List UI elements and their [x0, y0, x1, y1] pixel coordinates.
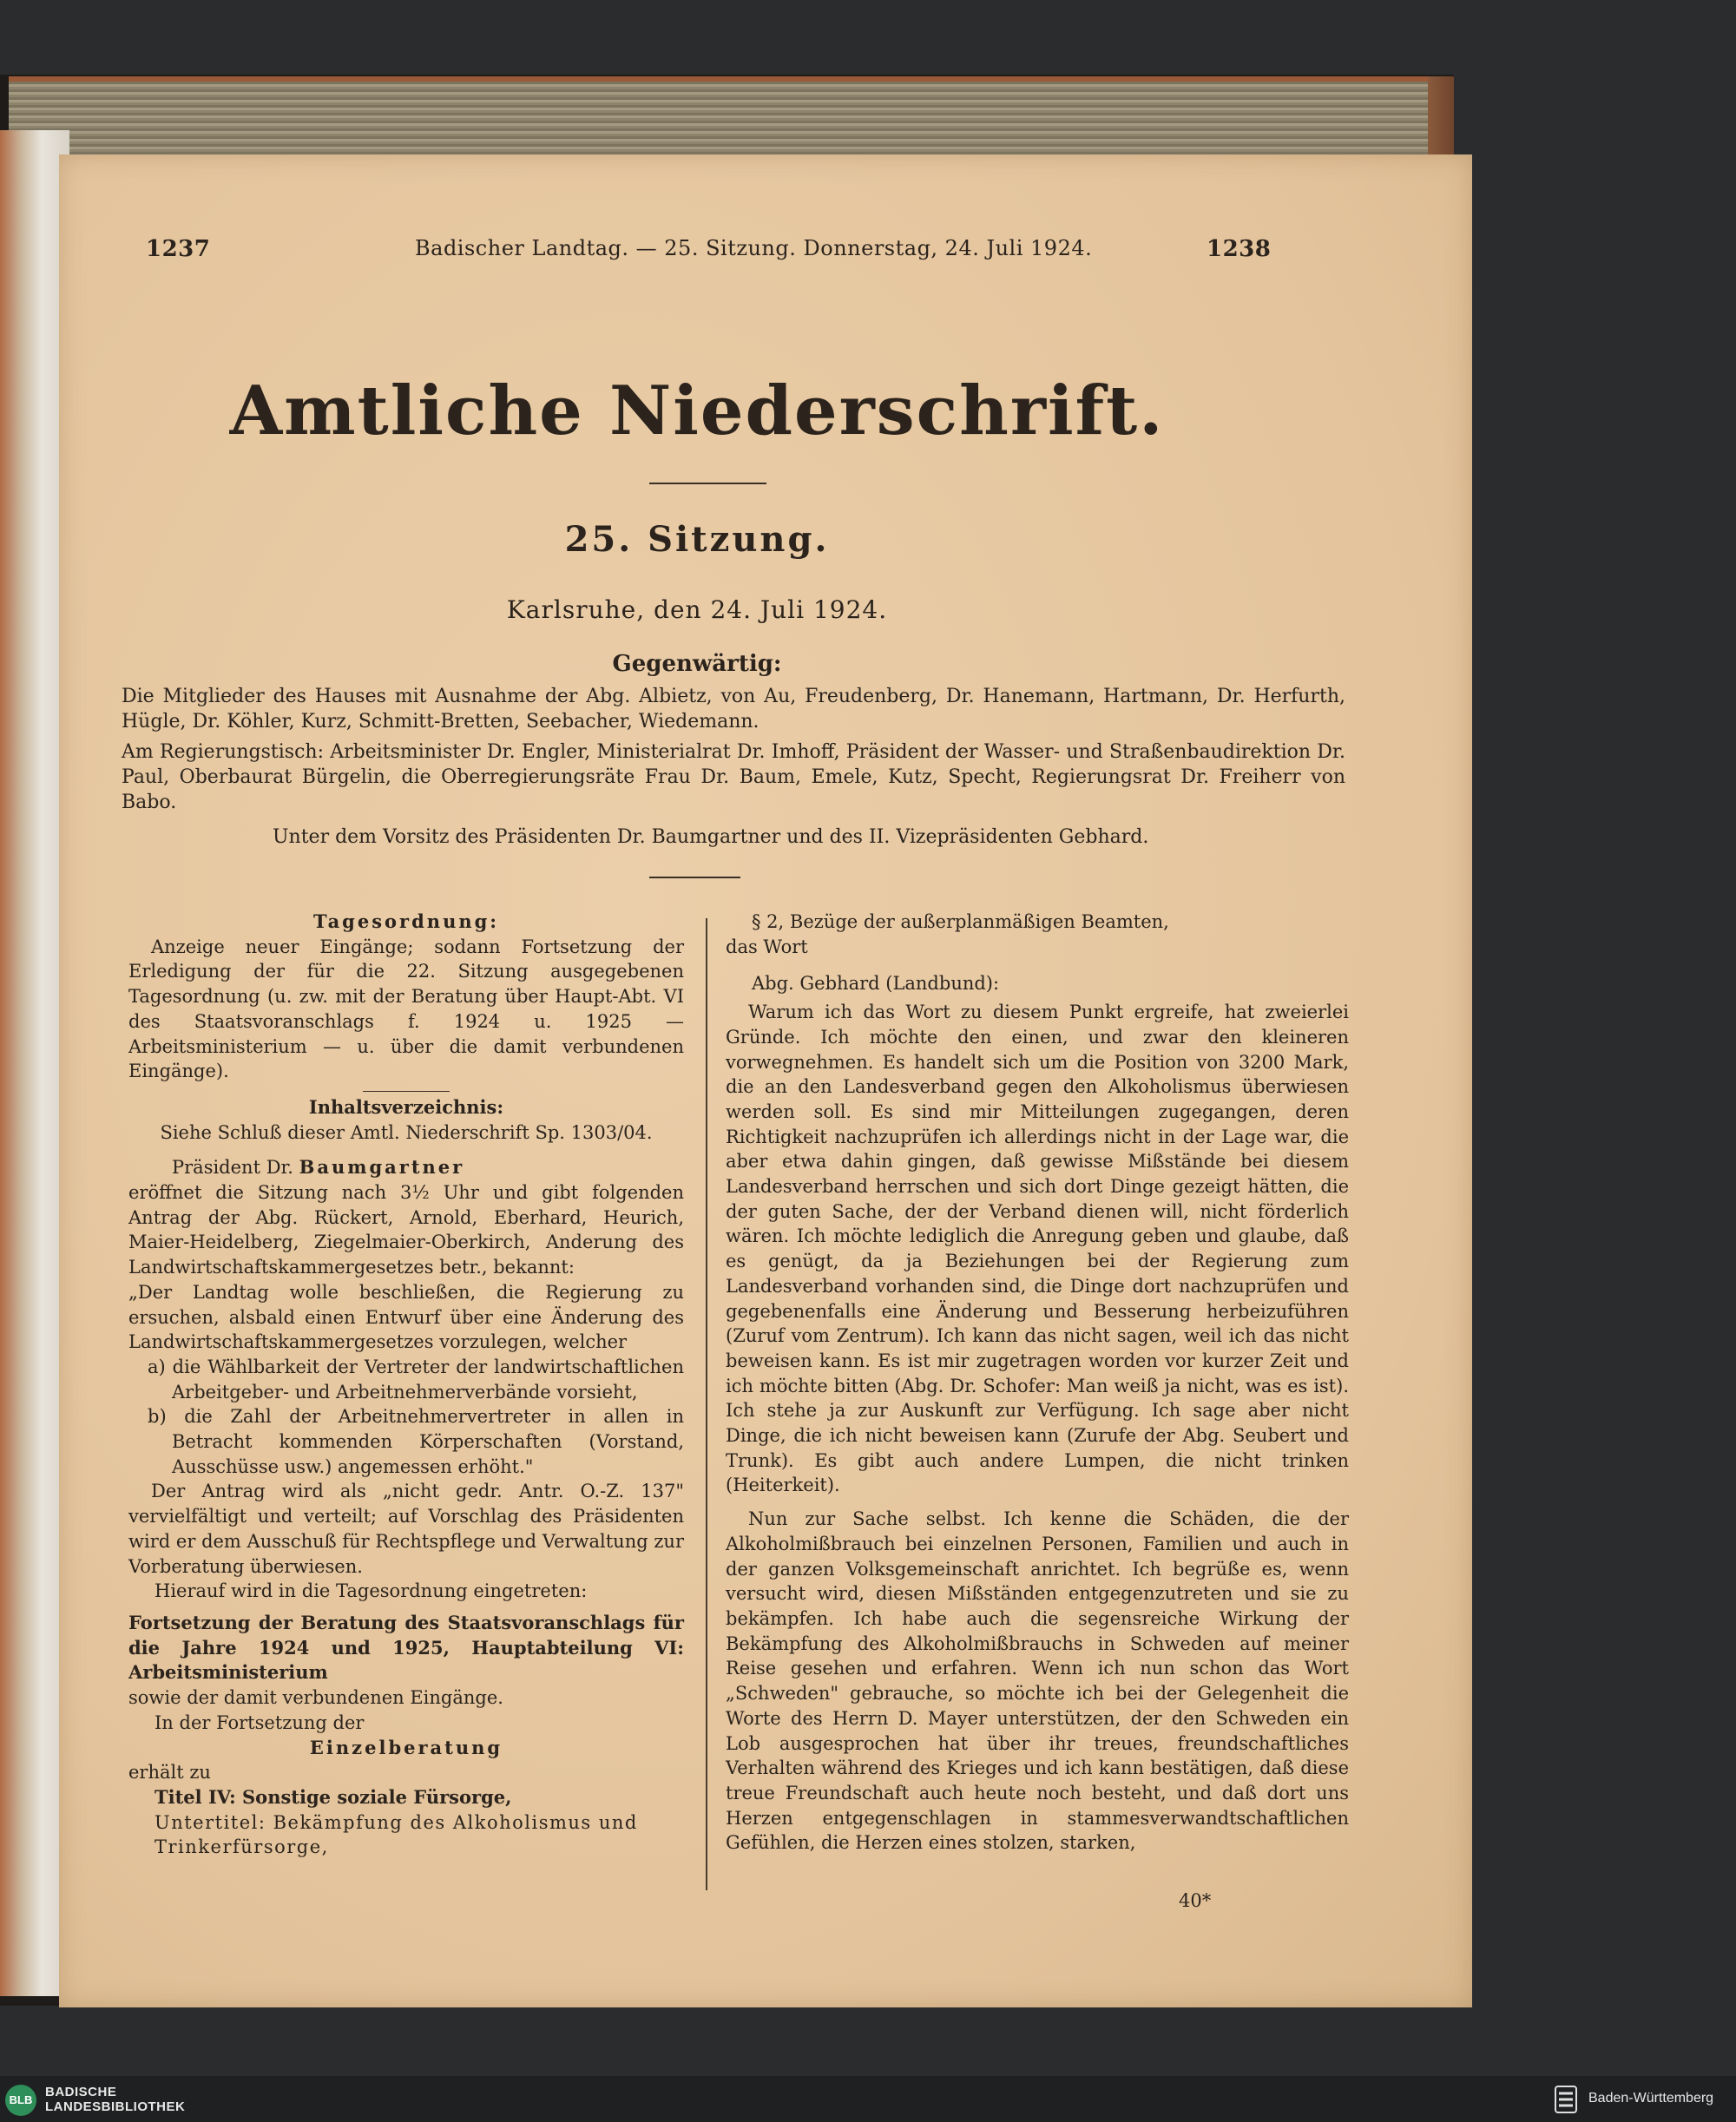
continuation-rest: sowie der damit verbundenen Eingänge.	[128, 1687, 503, 1709]
small-rule	[363, 1091, 450, 1092]
motion-item-a: a) die Wählbarkeit der Vertreter der landwirtschaftlichen Arbeitgeber- und Arbeitnehmerverbände vorsieht,	[148, 1356, 684, 1403]
running-header: Badischer Landtag. — 25. Sitzung. Donnerstag, 24. Juli 1924.	[415, 236, 1093, 260]
signature-mark: 40*	[1179, 1890, 1212, 1911]
present-heading: Gegenwärtig:	[612, 651, 782, 677]
column-number-right: 1238	[1207, 236, 1272, 262]
das-wort: das Wort	[726, 936, 808, 957]
paragraph-ref: § 2, Bezüge der außerplanmäßigen Beamten,	[752, 911, 1169, 932]
enter-agenda: Hierauf wird in die Tagesordnung eingetreten:	[155, 1580, 588, 1602]
present-members: Die Mitglieder des Hauses mit Ausnahme der Abg. Albietz, von Au, Freudenberg, Dr. Hanemann, Hartmann, Dr. Herfurth, Hügle, Dr. Köhler, Kurz, Schmitt-Bretten, Seebacher, Wiedemann.	[122, 686, 1345, 733]
chair-line: Unter dem Vorsitz des Präsidenten Dr. Baumgartner und des II. Vizepräsidenten Gebhard.	[273, 826, 1149, 848]
left-column	[128, 910, 684, 1860]
toc-text: Siehe Schluß dieser Amtl. Niederschrift Sp. 1303/04.	[160, 1121, 653, 1143]
column-number-left: 1237	[146, 236, 211, 262]
motion-intro: „Der Landtag wolle beschließen, die Regierung zu ersuchen, alsbald einen Entwurf über eine Änderung des Landwirtschaftskammergesetzes vorzulegen, welcher	[128, 1281, 684, 1353]
president-name: Baumgartner	[299, 1156, 465, 1179]
opening-text: eröffnet die Sitzung nach 3½ Uhr und gibt folgenden Antrag der Abg. Rückert, Arnold, Eberhard, Heurich, Maier-Heidelberg, Ziegelmaier-Oberkirch, Anderung des Landwirtschaftskammergesetzes betr., bekannt:	[128, 1182, 684, 1278]
footer-bar	[0, 2076, 1736, 2122]
speech-paragraph-2: Nun zur Sache selbst. Ich kenne die Schäden, die der Alkoholmißbrauch bei einzelnen Personen, Familien und auch in der ganzen Volksgemeinschaft anrichtet. Ich begrüße es, wenn versucht wird, diesen Mißständen entgegenzutreten und sie zu bekämpfen. Ich habe auch die segensreiche Wirkung der Bekämpfung des Alkoholmißbrauchs in Schweden auf meiner Reise gesehen und erfahren. Wenn ich nun schon das Wort „Schweden" gebrauche, so möchte ich bei der Gelegenheit die Worte des Herrn D. Mayer unterstützen, der den Schweden ein Lob ausgesprochen hat über ihr treues, freundschaftliches Verhalten während des Krieges und ich kann bestätigen, daß diese treue Freundschaft auch heute noch besteht, und daß dort uns Herzen entgegenschlagen in stammesverwandtschaftlichen Gefühlen, die Herzen eines stolzen, starken,	[726, 1508, 1349, 1854]
section-rule	[649, 877, 740, 878]
book-page-edges	[9, 76, 1450, 161]
untertitel: Untertitel: Bekämpfung des Alkoholismus und Trinkerfürsorge,	[155, 1811, 638, 1858]
toc-heading: Inhaltsverzeichnis:	[308, 1095, 504, 1118]
president-line	[128, 1155, 684, 1180]
agenda-text: Anzeige neuer Eingänge; sodann Fortsetzung der Erledigung der für die 22. Sitzung ausgegebenen Tagesordnung (u. zw. mit der Beratung über Haupt-Abt. VI des Staatsvoranschlags f. 1924 u. 1925 — Arbeitsministerium — u. über die damit verbundenen Eingänge).	[128, 936, 684, 1082]
blb-logo-text[interactable]	[45, 2085, 185, 2114]
speech-paragraph-1: Warum ich das Wort zu diesem Punkt ergreife, hat zweierlei Gründe. Ich möchte den einen, und zwar den kleineren vorwegnehmen. Es handelt sich um die Position von 3200 Mark, die an den Landesverband gegen den Alkoholismus überwiesen werden soll. Es sind mir Mitteilungen zugegangen, deren Richtigkeit nachzuprüfen ich allerdings nicht in der Lage war, die aber etwa dahin gingen, daß gewisse Mißstände bei diesem Landesverband herrschen und sich dort Dinge gezeigt hätten, die der guten Sache, der der Verband dienen will, nicht förderlich wären. Ich möchte lediglich die Anregung geben und glaube, daß es genügt, da ja Beziehungen bei der Regierung zum Landesverband vorhanden sind, die Dinge dort nachzuprüfen und gegebenenfalls eine Änderung und Besserung herbeizuführen (Zuruf vom Zentrum). Ich kann das nicht sagen, weil ich das nicht beweisen kann. Es ist mir zugetragen worden vor kurzer Zeit und ich möchte bitten (Abg. Dr. Schofer: Man weiß ja nicht, was es ist). Ich stehe ja zur Auskunft zur Verfügung. Ich sage aber nicht Dinge, die ich nicht beweisen kann (Zurufe der Abg. Seubert und Trunk). Es gibt auch andere Lumpen, die nicht trinken (Heiterkeit).	[726, 1002, 1349, 1496]
government-table: Am Regierungstisch: Arbeitsminister Dr. Engler, Ministerialrat Dr. Imhoff, Präsident der Wasser- und Straßenbaudirektion Dr. Paul, Oberbaurat Bürgelin, die Oberregierungsräte Frau Dr. Baum, Emele, Kutz, Specht, Regierungsrat Dr. Freiherr von Babo.	[122, 741, 1345, 813]
column-divider	[706, 918, 707, 1890]
place-date: Karlsruhe, den 24. Juli 1924.	[506, 595, 888, 624]
right-column	[726, 910, 1349, 1856]
session-heading: 25. Sitzung.	[564, 519, 830, 560]
blb-logo-line2: LANDESBIBLIOTHEK	[45, 2099, 186, 2114]
motion-item-b: b) die Zahl der Arbeitnehmervertreter in allen in Betracht kommenden Körperschaften (Vorstand, Ausschüsse usw.) angemessen erhöht."	[148, 1406, 684, 1477]
einzelberatung-heading: Einzelberatung	[309, 1736, 503, 1758]
receives-line: erhält zu	[128, 1762, 211, 1784]
title-iv: Titel IV: Sonstige soziale Fürsorge,	[155, 1785, 512, 1808]
motion-referral: Der Antrag wird als „nicht gedr. Antr. O.-Z. 137" vervielfältigt und verteilt; auf Vorschlag des Präsidenten wird er dem Ausschuß für Rechtspflege und Verwaltung zur Vorberatung überwiesen.	[128, 1481, 684, 1577]
partner-label[interactable]: Baden-Württemberg	[1588, 2091, 1714, 2106]
president-label: Präsident Dr.	[172, 1157, 293, 1179]
agenda-heading: Tagesordnung:	[312, 910, 500, 932]
page-title: Amtliche Niederschrift.	[229, 371, 1165, 450]
blb-logo-icon[interactable]: BLB	[5, 2085, 36, 2116]
speaker-line: Abg. Gebhard (Landbund):	[752, 973, 1000, 995]
blb-logo-line1: BADISCHE	[45, 2085, 117, 2099]
continuation-heading: Fortsetzung der Beratung des Staatsvoranschlags für die Jahre 1924 und 1925, Hauptabteilung VI: Arbeitsministerium	[128, 1611, 684, 1684]
continuation-line: In der Fortsetzung der	[155, 1711, 365, 1733]
scanned-page	[59, 154, 1472, 2007]
baden-wuerttemberg-crest-icon[interactable]	[1552, 2083, 1580, 2116]
title-rule	[649, 483, 766, 484]
